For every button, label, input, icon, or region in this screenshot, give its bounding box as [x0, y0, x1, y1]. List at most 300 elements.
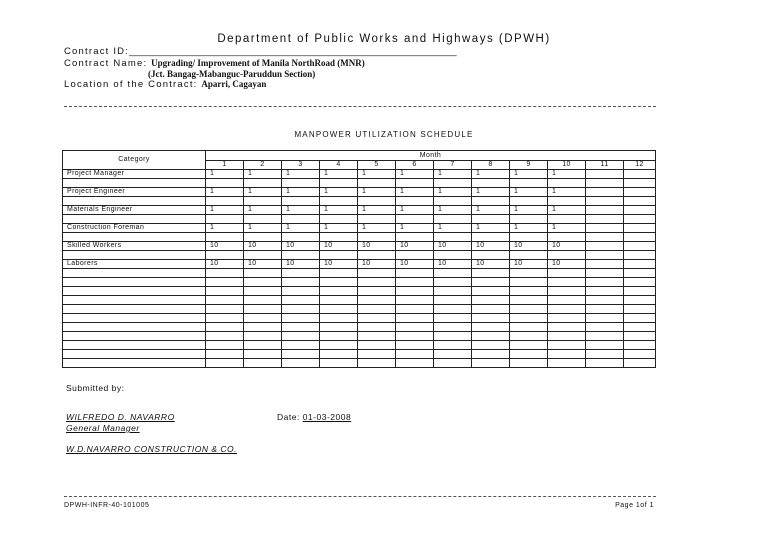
month-value-cell: 10: [548, 260, 586, 269]
month-value-cell: [434, 179, 472, 188]
month-value-cell: [510, 323, 548, 332]
month-value-cell: 10: [282, 260, 320, 269]
table-row: [63, 332, 656, 341]
month-value-cell: [320, 323, 358, 332]
month-value-cell: [586, 251, 624, 260]
month-value-cell: [624, 341, 656, 350]
month-value-cell: [624, 278, 656, 287]
month-value-cell: 1: [548, 206, 586, 215]
month-value-cell: [586, 197, 624, 206]
schedule-title: MANPOWER UTILIZATION SCHEDULE: [294, 130, 474, 139]
month-value-cell: 10: [472, 242, 510, 251]
month-value-cell: [624, 179, 656, 188]
month-value-cell: 1: [320, 224, 358, 233]
month-value-cell: 10: [358, 260, 396, 269]
month-value-cell: [548, 278, 586, 287]
month-value-cell: [472, 215, 510, 224]
month-value-cell: [586, 287, 624, 296]
contract-id-line: [64, 46, 457, 57]
month-value-cell: [510, 332, 548, 341]
month-value-cell: [510, 341, 548, 350]
month-value-cell: [396, 350, 434, 359]
month-value-cell: [358, 197, 396, 206]
month-value-cell: [320, 287, 358, 296]
month-value-cell: [206, 278, 244, 287]
month-value-cell: [358, 233, 396, 242]
month-value-cell: [586, 224, 624, 233]
month-value-cell: 1: [358, 170, 396, 179]
month-value-cell: [282, 359, 320, 368]
category-cell: [63, 305, 206, 314]
month-value-cell: 1: [320, 170, 358, 179]
month-value-cell: [434, 233, 472, 242]
month-value-cell: [396, 179, 434, 188]
month-value-cell: 1: [358, 188, 396, 197]
month-value-cell: [472, 314, 510, 323]
category-cell: [63, 287, 206, 296]
month-value-cell: [206, 287, 244, 296]
month-value-cell: 1: [282, 170, 320, 179]
month-value-cell: [282, 287, 320, 296]
category-cell: Laborers: [63, 260, 206, 269]
table-row: [63, 260, 656, 269]
month-value-cell: 1: [472, 206, 510, 215]
month-value-cell: [510, 197, 548, 206]
month-value-cell: [510, 296, 548, 305]
month-value-cell: [586, 215, 624, 224]
category-cell: [63, 359, 206, 368]
month-value-cell: 10: [472, 260, 510, 269]
month-value-cell: [510, 179, 548, 188]
month-value-cell: [624, 188, 656, 197]
month-value-cell: [624, 359, 656, 368]
month-value-cell: 1: [472, 170, 510, 179]
month-value-cell: 1: [282, 224, 320, 233]
category-cell: [63, 350, 206, 359]
month-value-cell: 1: [472, 188, 510, 197]
month-value-cell: 1: [510, 206, 548, 215]
month-value-cell: [358, 359, 396, 368]
month-value-cell: [206, 350, 244, 359]
month-value-cell: [244, 332, 282, 341]
month-value-cell: 10: [396, 260, 434, 269]
month-value-cell: 10: [548, 242, 586, 251]
month-value-cell: [206, 179, 244, 188]
month-value-cell: [206, 305, 244, 314]
month-value-cell: [548, 323, 586, 332]
category-cell: [63, 197, 206, 206]
month-value-cell: [586, 179, 624, 188]
category-cell: [63, 296, 206, 305]
month-value-cell: 10: [244, 260, 282, 269]
document-title: Department of Public Works and Highways (DPWH): [217, 33, 551, 45]
month-value-cell: 10: [206, 260, 244, 269]
month-value-cell: [624, 215, 656, 224]
document-code: DPWH-INFR-40-101005: [64, 502, 150, 509]
month-value-cell: [434, 314, 472, 323]
month-value-cell: [282, 269, 320, 278]
month-value-cell: [510, 215, 548, 224]
month-value-cell: [358, 341, 396, 350]
month-value-cell: [358, 332, 396, 341]
month-value-cell: [320, 215, 358, 224]
month-number: 2: [244, 161, 282, 170]
month-value-cell: 10: [206, 242, 244, 251]
month-value-cell: [244, 359, 282, 368]
month-value-cell: [358, 251, 396, 260]
month-value-cell: 10: [396, 242, 434, 251]
month-value-cell: [548, 287, 586, 296]
table-row: [63, 197, 656, 206]
month-value-cell: [548, 197, 586, 206]
month-value-cell: [244, 251, 282, 260]
month-value-cell: [548, 233, 586, 242]
month-value-cell: [624, 233, 656, 242]
month-value-cell: 1: [548, 170, 586, 179]
header-row: [63, 151, 656, 161]
month-value-cell: [282, 278, 320, 287]
month-number: 4: [320, 161, 358, 170]
month-value-cell: [472, 251, 510, 260]
month-value-cell: [320, 296, 358, 305]
location-line: [64, 79, 266, 90]
month-value-cell: 1: [396, 188, 434, 197]
month-value-cell: [206, 197, 244, 206]
location-value: Aparri, Cagayan: [201, 79, 267, 89]
month-number: 9: [510, 161, 548, 170]
month-value-cell: [434, 359, 472, 368]
month-value-cell: [206, 296, 244, 305]
month-value-cell: [206, 215, 244, 224]
month-value-cell: [282, 323, 320, 332]
month-value-cell: [320, 278, 358, 287]
month-value-cell: [586, 305, 624, 314]
month-value-cell: [586, 332, 624, 341]
month-value-cell: 1: [206, 206, 244, 215]
month-value-cell: [434, 332, 472, 341]
month-value-cell: [434, 296, 472, 305]
month-value-cell: 1: [510, 224, 548, 233]
category-cell: [63, 251, 206, 260]
table-row: [63, 305, 656, 314]
category-cell: Project Manager: [63, 170, 206, 179]
month-value-cell: [586, 278, 624, 287]
month-value-cell: 1: [358, 206, 396, 215]
month-value-cell: [624, 323, 656, 332]
submitted-by-label: Submitted by:: [66, 383, 125, 393]
month-value-cell: [358, 305, 396, 314]
month-value-cell: [624, 296, 656, 305]
table-row: [63, 350, 656, 359]
month-value-cell: [320, 314, 358, 323]
month-value-cell: 10: [434, 242, 472, 251]
month-value-cell: [472, 278, 510, 287]
month-value-cell: [624, 350, 656, 359]
month-value-cell: [206, 269, 244, 278]
month-value-cell: [320, 341, 358, 350]
month-value-cell: [320, 359, 358, 368]
month-value-cell: [434, 215, 472, 224]
month-value-cell: [624, 170, 656, 179]
month-value-cell: [396, 359, 434, 368]
month-number: 5: [358, 161, 396, 170]
month-value-cell: [396, 197, 434, 206]
month-value-cell: [320, 251, 358, 260]
month-value-cell: [244, 269, 282, 278]
month-value-cell: [244, 179, 282, 188]
month-value-cell: [624, 314, 656, 323]
month-value-cell: 1: [396, 170, 434, 179]
month-value-cell: [586, 260, 624, 269]
month-value-cell: [358, 287, 396, 296]
table-row: [63, 323, 656, 332]
table-row: [63, 215, 656, 224]
month-value-cell: [206, 332, 244, 341]
month-value-cell: [510, 314, 548, 323]
table-row: [63, 269, 656, 278]
month-value-cell: [548, 215, 586, 224]
month-value-cell: 1: [282, 206, 320, 215]
month-value-cell: [244, 305, 282, 314]
month-value-cell: [586, 359, 624, 368]
month-value-cell: [434, 278, 472, 287]
table-row: [63, 179, 656, 188]
contract-id-label: Contract ID:: [64, 46, 130, 57]
month-value-cell: [472, 233, 510, 242]
month-value-cell: [320, 197, 358, 206]
month-value-cell: [434, 350, 472, 359]
month-value-cell: [586, 188, 624, 197]
month-value-cell: 10: [244, 242, 282, 251]
month-value-cell: [548, 305, 586, 314]
month-value-cell: [358, 314, 396, 323]
contract-name-label: Contract Name:: [64, 58, 148, 69]
category-cell: Construction Foreman: [63, 224, 206, 233]
month-value-cell: [396, 278, 434, 287]
month-value-cell: [434, 341, 472, 350]
month-value-cell: [206, 314, 244, 323]
month-value-cell: [624, 242, 656, 251]
category-cell: [63, 179, 206, 188]
month-value-cell: [434, 323, 472, 332]
month-value-cell: [358, 179, 396, 188]
month-value-cell: [396, 269, 434, 278]
month-value-cell: 1: [434, 188, 472, 197]
month-value-cell: [206, 233, 244, 242]
month-value-cell: [472, 197, 510, 206]
category-header: Category: [63, 151, 206, 170]
month-value-cell: [624, 206, 656, 215]
month-value-cell: [396, 332, 434, 341]
schedule-body: [63, 151, 656, 368]
month-value-cell: [320, 269, 358, 278]
month-value-cell: [548, 314, 586, 323]
month-value-cell: [206, 251, 244, 260]
month-value-cell: [320, 233, 358, 242]
month-value-cell: [320, 305, 358, 314]
month-header: Month: [206, 151, 656, 161]
month-value-cell: [396, 215, 434, 224]
month-value-cell: 1: [358, 224, 396, 233]
table-row: [63, 170, 656, 179]
contract-name-value: Upgrading/ Improvement of Manila NorthRoad (MNR): [151, 58, 365, 68]
month-value-cell: [358, 296, 396, 305]
month-value-cell: [244, 215, 282, 224]
month-value-cell: [282, 305, 320, 314]
category-cell: [63, 233, 206, 242]
month-value-cell: [282, 350, 320, 359]
month-value-cell: [282, 332, 320, 341]
month-number: 8: [472, 161, 510, 170]
month-value-cell: [624, 287, 656, 296]
month-value-cell: [472, 359, 510, 368]
table-row: [63, 287, 656, 296]
month-value-cell: 10: [434, 260, 472, 269]
month-value-cell: 1: [320, 206, 358, 215]
month-value-cell: 1: [396, 206, 434, 215]
month-value-cell: [510, 251, 548, 260]
month-value-cell: [282, 314, 320, 323]
month-value-cell: 10: [320, 242, 358, 251]
category-cell: [63, 269, 206, 278]
table-row: [63, 251, 656, 260]
month-value-cell: [282, 233, 320, 242]
month-value-cell: [396, 323, 434, 332]
category-cell: [63, 278, 206, 287]
month-value-cell: [624, 197, 656, 206]
month-value-cell: 1: [434, 170, 472, 179]
month-value-cell: [586, 170, 624, 179]
month-value-cell: 1: [320, 188, 358, 197]
month-value-cell: [396, 305, 434, 314]
month-value-cell: [358, 350, 396, 359]
table-row: [63, 242, 656, 251]
month-value-cell: [320, 179, 358, 188]
contract-name-section: (Jct. Bangag-Mabanguc-Paruddun Section): [148, 69, 316, 79]
table-row: [63, 359, 656, 368]
table-row: [63, 341, 656, 350]
month-value-cell: [624, 224, 656, 233]
month-value-cell: [510, 359, 548, 368]
month-value-cell: [244, 233, 282, 242]
page-number: Page 1of 1: [615, 502, 654, 509]
table-row: [63, 314, 656, 323]
table-row: [63, 188, 656, 197]
category-cell: Materials Engineer: [63, 206, 206, 215]
month-value-cell: 1: [206, 188, 244, 197]
table-row: [63, 206, 656, 215]
month-value-cell: [358, 215, 396, 224]
category-cell: Skilled Workers: [63, 242, 206, 251]
month-value-cell: [472, 305, 510, 314]
month-value-cell: [472, 332, 510, 341]
contract-name-line: [64, 58, 365, 69]
month-value-cell: [244, 197, 282, 206]
month-value-cell: [472, 323, 510, 332]
month-value-cell: [586, 341, 624, 350]
month-value-cell: [624, 332, 656, 341]
month-value-cell: 1: [510, 188, 548, 197]
month-value-cell: [244, 350, 282, 359]
company-name: W.D.NAVARRO CONSTRUCTION & CO.: [66, 444, 238, 454]
month-value-cell: [244, 296, 282, 305]
month-value-cell: [434, 251, 472, 260]
month-value-cell: 1: [282, 188, 320, 197]
month-value-cell: [472, 269, 510, 278]
month-number: 10: [548, 161, 586, 170]
month-value-cell: [244, 287, 282, 296]
month-value-cell: [472, 179, 510, 188]
month-value-cell: [396, 341, 434, 350]
month-value-cell: 1: [434, 206, 472, 215]
month-value-cell: [586, 242, 624, 251]
date-label: Date:: [277, 412, 300, 422]
category-cell: [63, 323, 206, 332]
month-value-cell: [510, 287, 548, 296]
month-value-cell: [624, 251, 656, 260]
month-value-cell: [624, 269, 656, 278]
month-value-cell: 10: [510, 242, 548, 251]
month-value-cell: [282, 179, 320, 188]
month-number: 6: [396, 161, 434, 170]
month-value-cell: [282, 341, 320, 350]
month-value-cell: 1: [434, 224, 472, 233]
month-value-cell: [472, 350, 510, 359]
category-cell: [63, 215, 206, 224]
month-value-cell: 1: [244, 206, 282, 215]
month-value-cell: 1: [548, 224, 586, 233]
table-row: [63, 224, 656, 233]
month-value-cell: [396, 251, 434, 260]
month-value-cell: [548, 350, 586, 359]
month-value-cell: [358, 323, 396, 332]
month-value-cell: [548, 341, 586, 350]
month-value-cell: [586, 296, 624, 305]
month-value-cell: [396, 233, 434, 242]
month-value-cell: [358, 278, 396, 287]
signatory-title: General Manager: [66, 423, 140, 433]
table-row: [63, 278, 656, 287]
table-row: [63, 233, 656, 242]
month-value-cell: [206, 341, 244, 350]
month-value-cell: [282, 215, 320, 224]
date-value: 01-03-2008: [302, 412, 352, 422]
month-value-cell: [586, 314, 624, 323]
month-value-cell: 10: [510, 260, 548, 269]
month-value-cell: [510, 278, 548, 287]
signatory-name: WILFREDO D. NAVARRO: [66, 412, 175, 422]
month-value-cell: 10: [282, 242, 320, 251]
month-value-cell: [510, 269, 548, 278]
month-value-cell: [624, 305, 656, 314]
month-value-cell: [548, 251, 586, 260]
month-number: 12: [624, 161, 656, 170]
month-value-cell: [282, 251, 320, 260]
month-value-cell: 10: [320, 260, 358, 269]
category-cell: [63, 314, 206, 323]
month-value-cell: [586, 206, 624, 215]
month-value-cell: 1: [548, 188, 586, 197]
month-value-cell: [624, 260, 656, 269]
month-value-cell: 1: [244, 188, 282, 197]
month-value-cell: 1: [206, 170, 244, 179]
month-value-cell: [206, 323, 244, 332]
month-value-cell: [548, 179, 586, 188]
month-value-cell: [510, 233, 548, 242]
month-value-cell: 1: [510, 170, 548, 179]
manpower-schedule-table: [62, 150, 656, 368]
month-value-cell: [548, 269, 586, 278]
